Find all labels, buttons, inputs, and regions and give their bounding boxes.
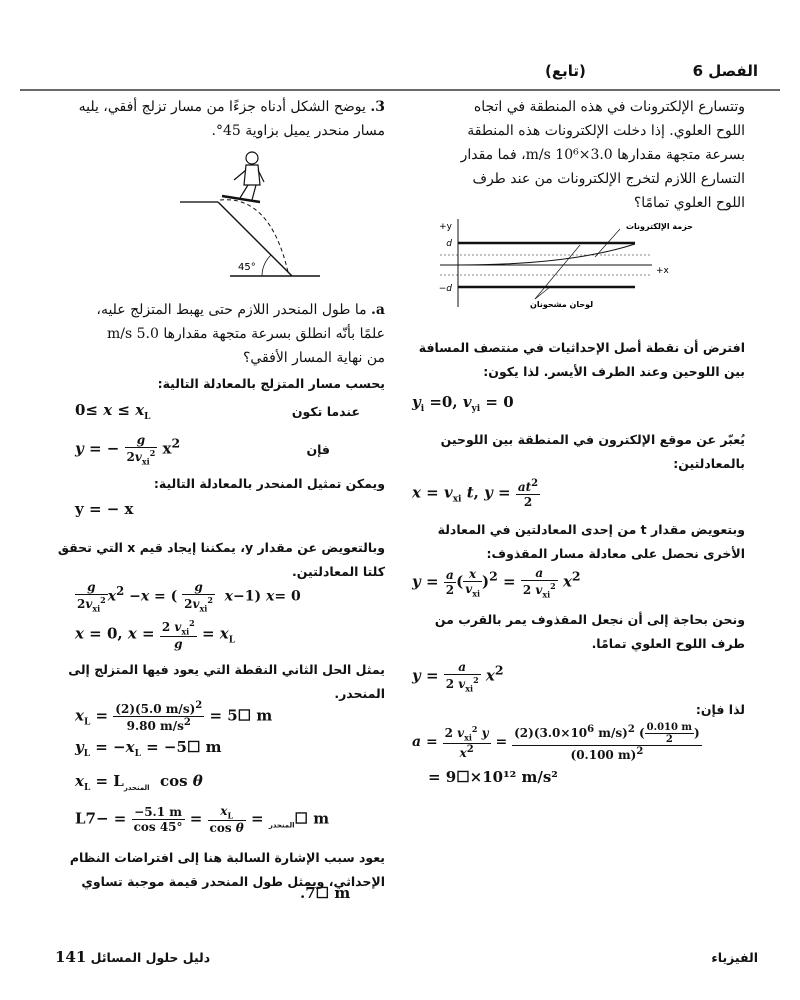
assume-text: افترض أن نقطة أصل الإحداثيات في منتصف المسافة بين اللوحين وعند الطرف الأيسر. لذا يكون: <box>418 340 745 379</box>
eq-xL-cos: $x_L = L_{المنحدر}$ cos θ <box>75 772 203 793</box>
eq-yL: $y_L = -x_L$ = −5☐ m <box>75 738 222 759</box>
intro-line: بسرعة متجهة مقدارها 3.0×10⁶ m/s، فما مقدار <box>460 147 745 163</box>
eq-acceleration: a = $\frac{2 v_{xi}^2 y}{x^2}$ = $(2)(3.0\times 10^6$ m/s)$^2$ ( $\frac{0.010 m}{2}$ ) (0.100 m)$^2$ <box>412 722 700 762</box>
d-bottom-label: −d <box>438 284 452 294</box>
problem-text-2: مسار منحدر يميل بزاوية 45°. <box>211 123 385 139</box>
need-text: ونحن بحاجة إلى أن نجعل المقذوف يمر بالقرب من طرف اللوح العلوي تمامًا. <box>434 612 745 651</box>
substitute-text: وبتعويض مقدار t من إحدى المعادلتين في المعادلة الأخرى نحصل على معادلة مسار المقذوف: <box>437 522 745 561</box>
part-a-line: من نهاية المسار الأفقي؟ <box>242 350 385 366</box>
d-top-label: d <box>446 239 452 249</box>
when-label: عندما تكون <box>291 404 360 419</box>
intro-line: اللوح العلوي. إذا دخلت الإلكترونات هذه المنطقة <box>467 123 745 139</box>
electron-trajectory <box>458 244 635 265</box>
eq-y-path: y = − $\frac{g}{2v_{xi}^2}$ $x^2$ <box>75 433 181 467</box>
electron-beam-figure <box>430 215 693 310</box>
eq-need: y = $\frac{a}{2 v_{xi}^2}$ $x^2$ <box>412 660 504 694</box>
eq-L: L $_{المنحدر}$ = $\frac{x_L}{\text{cos θ}}$ = $\frac{-5.1 m}{\cos 45^\circ}$ = −7☐ m <box>75 804 330 836</box>
header-divider <box>20 88 780 92</box>
footer-subject: الفيزياء <box>711 950 758 965</box>
ski-slope-figure <box>160 140 330 285</box>
eq-xL: $x_L$ = $\frac{(2)(5.0 m/s)^2}{9.80 m/s^2}$ = 5☐ m <box>75 700 273 733</box>
part-a-line: a. ما طول المنحدر اللازم حتى يهبط المتزلج عليه، <box>96 302 385 318</box>
page-number: 141 <box>55 948 87 966</box>
continued-label: (تابع) <box>545 62 586 80</box>
intro-line: وتتسارع الإلكترونات في هذه المنطقة في اتجاه <box>473 99 745 115</box>
eq-acceleration-result: = 9☐×10¹² m/s² <box>428 768 558 786</box>
eq-ramp: y = − x <box>75 500 134 518</box>
angle-label: 45° <box>238 262 256 273</box>
eq-position: $x = v_{xi}$ t, y = $\frac{at^2}{2}$ <box>412 478 539 509</box>
then-label: فإن <box>306 442 330 457</box>
sub-text: وبالتعويض عن مقدار y، يمكننا إيجاد قيم x التي تحقق كلتا المعادلتين. <box>57 540 385 579</box>
intro-line: التسارع اللازم لتخرج الإلكترونات من عند طرف <box>472 171 745 187</box>
chapter-title <box>693 62 758 80</box>
eq-when: $0\le x \le x_L$ <box>75 401 151 422</box>
path-eq-text: يحسب مسار المتزلج بالمعادلة التالية: <box>157 376 385 391</box>
intro-paragraph <box>405 95 745 215</box>
ramp-text: ويمكن تمثيل المنحدر بالمعادلة التالية: <box>153 476 385 491</box>
neg-value: .7☐ m <box>300 884 351 902</box>
neg-text: يعود سبب الإشارة السالبة هنا إلى افتراضات النظام الإحداثي، ويمثل طول المنحدر قيمة موجبة تساوي <box>69 850 385 889</box>
chapter-label: الفصل 6 <box>692 62 758 80</box>
part-a-line: علمًا بأنّه انطلق بسرعة متجهة مقدارها 5.0 m/s <box>106 326 385 342</box>
eq-intersect: $\frac{g}{2v_{xi}^2}$ $x^2 -x$ = ( $\frac{g}{2v_{xi}^2}$ x−1) x= 0 <box>77 580 301 614</box>
position-text: يُعبّر عن موقع الإلكترون في المنطقة بين اللوحين بالمعادلتين: <box>440 432 745 471</box>
beam-label: حزمة الإلكترونات <box>626 222 693 231</box>
plates-label: لوحان مشحونان <box>530 300 594 309</box>
x-axis-label: +x <box>656 266 669 276</box>
eq-initial: $y_i =0$, $v_{yi} = 0$ <box>412 393 514 414</box>
problem-line <box>35 95 385 119</box>
y-axis-label: +y <box>439 222 452 232</box>
therefore-label: لذا فإن: <box>695 702 745 717</box>
second-sol-text: يمثل الحل الثاني النقطة التي يعود فيها المتزلج إلى المنحدر. <box>68 662 385 701</box>
guide-title: دليل حلول المسائل <box>90 950 211 965</box>
eq-solutions: x = 0, x = $\frac{2 v_{xi}^2}{g}$ = $x_L$ <box>75 618 236 652</box>
skier-icon <box>222 152 264 202</box>
part-a <box>35 298 385 370</box>
part-a-label: a. <box>371 302 385 318</box>
problem-text-1: يوضح الشكل أدناه جزءًا من مسار تزلج أفقي، يليه <box>78 99 366 115</box>
intro-line: اللوح العلوي تمامًا؟ <box>633 195 745 211</box>
eq-path: y = $\frac{a}{2}$ ( $\frac{x}{v_{xi}}$ )$^2$ = $\frac{a}{2 v_{xi}^2}$ $x^2$ <box>412 566 581 600</box>
problem-3 <box>35 95 385 143</box>
footer-guide <box>55 948 210 966</box>
problem-number: 3. <box>370 99 385 115</box>
